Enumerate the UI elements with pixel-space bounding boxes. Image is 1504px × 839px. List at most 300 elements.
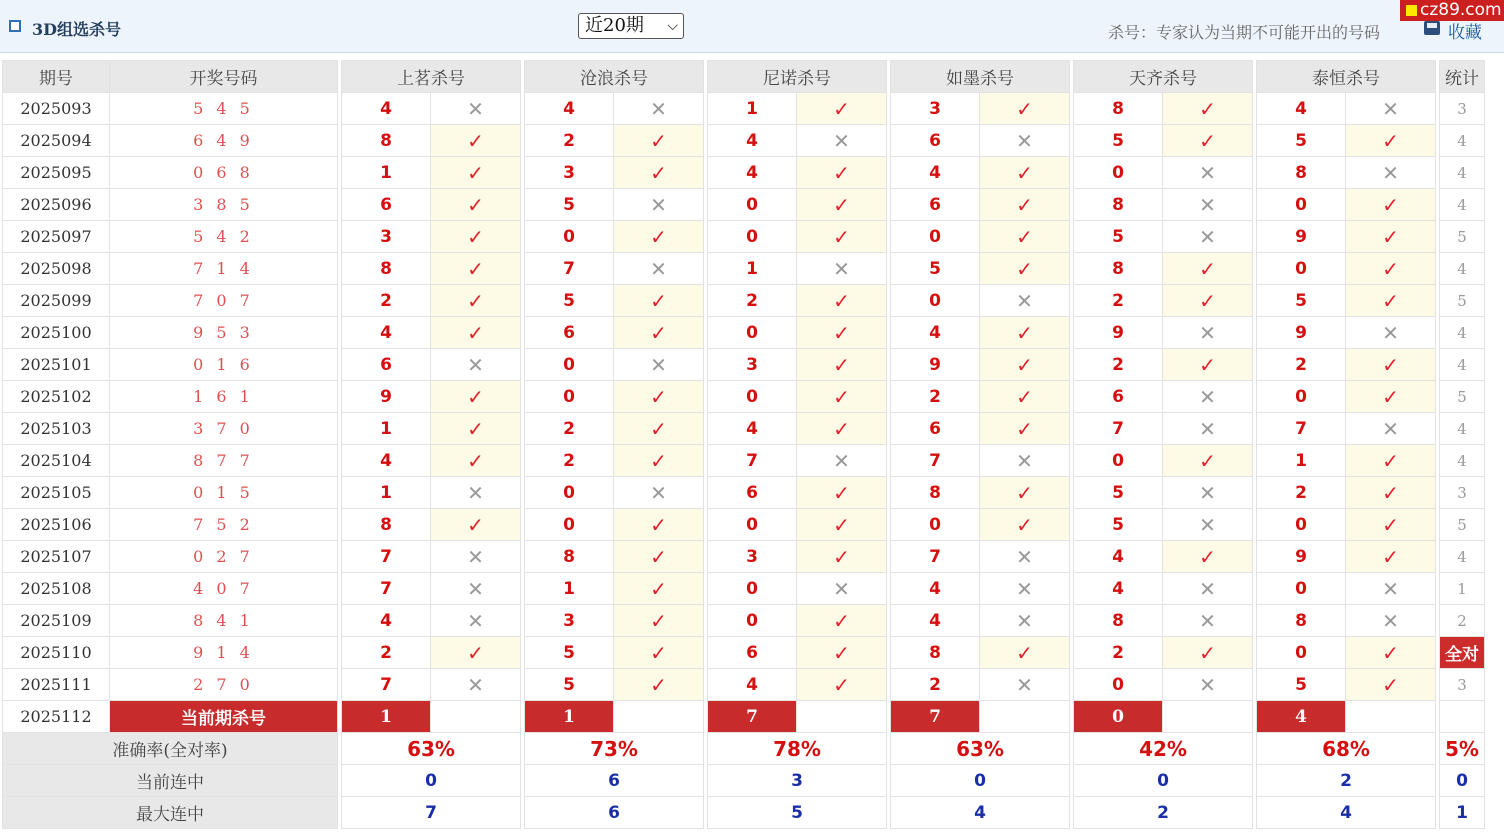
hit-count: 3: [1440, 477, 1485, 509]
chevron-down-icon: ⌵: [667, 18, 678, 34]
check-icon: ✓: [431, 509, 521, 541]
check-icon: ✓: [1346, 477, 1436, 509]
draw-numbers: 1 6 1: [110, 381, 338, 413]
check-icon: ✓: [431, 445, 521, 477]
current-issue: 2025112: [3, 701, 110, 733]
kill-number: 2: [1074, 349, 1163, 381]
kill-number: 5: [1257, 285, 1346, 317]
check-icon: ✓: [614, 285, 704, 317]
current-streak-value: 6: [525, 765, 704, 797]
draw-numbers: 0 1 6: [110, 349, 338, 381]
draw-numbers: 3 8 5: [110, 189, 338, 221]
kill-number: 5: [1074, 509, 1163, 541]
kill-number: 5: [1074, 477, 1163, 509]
cross-icon: ✕: [980, 541, 1070, 573]
check-icon: ✓: [797, 189, 887, 221]
check-icon: ✓: [614, 413, 704, 445]
hit-count: 3: [1440, 93, 1485, 125]
check-icon: ✓: [980, 477, 1070, 509]
col-expert-5: 天齐杀号: [1074, 61, 1253, 93]
kill-number: 2: [342, 637, 431, 669]
kill-number: 1: [342, 413, 431, 445]
cross-icon: ✕: [614, 349, 704, 381]
hit-count: 全对: [1440, 637, 1485, 669]
table-row: [3, 445, 1485, 477]
current-streak-value: 0: [1074, 765, 1253, 797]
cross-icon: ✕: [980, 605, 1070, 637]
check-icon: ✓: [980, 189, 1070, 221]
kill-number: 7: [342, 669, 431, 701]
check-icon: ✓: [431, 221, 521, 253]
check-icon: ✓: [980, 221, 1070, 253]
issue-cell: 2025104: [3, 445, 110, 477]
kill-number: 4: [891, 317, 980, 349]
check-icon: ✓: [980, 381, 1070, 413]
kill-number: 1: [525, 573, 614, 605]
kill-number: 1: [342, 477, 431, 509]
check-icon: ✓: [431, 189, 521, 221]
kill-number: 0: [708, 605, 797, 637]
cross-icon: ✕: [431, 93, 521, 125]
check-icon: ✓: [980, 317, 1070, 349]
check-icon: ✓: [797, 349, 887, 381]
check-icon: ✓: [431, 253, 521, 285]
kill-number: 0: [891, 221, 980, 253]
cross-icon: ✕: [431, 669, 521, 701]
cross-icon: ✕: [1163, 189, 1253, 221]
hit-count: 2: [1440, 605, 1485, 637]
issue-cell: 2025102: [3, 381, 110, 413]
kill-number: 0: [1257, 509, 1346, 541]
check-icon: ✓: [797, 93, 887, 125]
draw-numbers: 0 2 7: [110, 541, 338, 573]
check-icon: ✓: [980, 637, 1070, 669]
check-icon: ✓: [431, 413, 521, 445]
col-expert-2: 沧浪杀号: [525, 61, 704, 93]
table-footer: [3, 701, 1485, 829]
kill-number: 0: [708, 317, 797, 349]
kill-number: 0: [891, 285, 980, 317]
hit-count: 4: [1440, 253, 1485, 285]
kill-number: 0: [1257, 637, 1346, 669]
issue-cell: 2025105: [3, 477, 110, 509]
check-icon: ✓: [614, 541, 704, 573]
kill-number: 5: [1074, 221, 1163, 253]
table-row: [3, 381, 1485, 413]
kill-number: 0: [708, 221, 797, 253]
hit-count: 3: [1440, 669, 1485, 701]
cross-icon: ✕: [980, 573, 1070, 605]
brand-badge[interactable]: [1400, 0, 1504, 21]
check-icon: ✓: [614, 509, 704, 541]
kill-number: 0: [1257, 253, 1346, 285]
check-icon: ✓: [1163, 637, 1253, 669]
kill-number: 1: [708, 253, 797, 285]
hit-count: 4: [1440, 189, 1485, 221]
cross-icon: ✕: [431, 573, 521, 605]
issue-cell: 2025096: [3, 189, 110, 221]
accuracy-row: [3, 733, 1485, 765]
kill-number: 2: [342, 285, 431, 317]
kill-number: 2: [708, 285, 797, 317]
table-row: [3, 125, 1485, 157]
draw-numbers: 0 6 8: [110, 157, 338, 189]
current-kill: 7: [708, 701, 797, 733]
kill-number: 8: [1257, 157, 1346, 189]
table-row: [3, 477, 1485, 509]
kill-number: 0: [1074, 157, 1163, 189]
kill-number: 5: [1257, 125, 1346, 157]
current-streak-row: [3, 765, 1485, 797]
check-icon: ✓: [797, 669, 887, 701]
kill-number: 2: [1257, 477, 1346, 509]
cross-icon: ✕: [980, 125, 1070, 157]
kill-number: 4: [1074, 573, 1163, 605]
check-icon: ✓: [797, 509, 887, 541]
kill-number: 6: [708, 637, 797, 669]
draw-numbers: 8 4 1: [110, 605, 338, 637]
check-icon: ✓: [614, 445, 704, 477]
accuracy-all: 5%: [1440, 733, 1485, 765]
kill-number: 8: [1074, 253, 1163, 285]
max-streak-value: 5: [708, 797, 887, 829]
check-icon: ✓: [614, 573, 704, 605]
hit-count: 4: [1440, 445, 1485, 477]
issue-cell: 2025107: [3, 541, 110, 573]
accuracy-value: 42%: [1074, 733, 1253, 765]
kill-number: 8: [525, 541, 614, 573]
kill-number: 5: [525, 637, 614, 669]
kill-number: 5: [525, 669, 614, 701]
kill-number: 4: [342, 445, 431, 477]
kill-number: 9: [1257, 317, 1346, 349]
kill-number: 0: [1257, 381, 1346, 413]
kill-number: 1: [708, 93, 797, 125]
kill-number: 8: [891, 637, 980, 669]
max-streak-value: 4: [1257, 797, 1436, 829]
check-icon: ✓: [1163, 253, 1253, 285]
draw-numbers: 9 5 3: [110, 317, 338, 349]
kill-number: 6: [342, 189, 431, 221]
kill-number: 0: [708, 509, 797, 541]
check-icon: ✓: [431, 157, 521, 189]
hit-count: 4: [1440, 541, 1485, 573]
kill-number: 2: [1074, 637, 1163, 669]
hit-count: 4: [1440, 125, 1485, 157]
issue-cell: 2025106: [3, 509, 110, 541]
check-icon: ✓: [980, 349, 1070, 381]
cross-icon: ✕: [614, 253, 704, 285]
kill-number: 0: [1257, 573, 1346, 605]
table-body: [3, 93, 1485, 701]
check-icon: ✓: [1163, 349, 1253, 381]
kill-number: 7: [1074, 413, 1163, 445]
check-icon: ✓: [797, 605, 887, 637]
current-streak-value: 3: [708, 765, 887, 797]
issue-cell: 2025097: [3, 221, 110, 253]
issue-cell: 2025111: [3, 669, 110, 701]
check-icon: ✓: [431, 637, 521, 669]
accuracy-value: 68%: [1257, 733, 1436, 765]
accuracy-value: 63%: [342, 733, 521, 765]
check-icon: ✓: [614, 637, 704, 669]
kill-number: 7: [342, 541, 431, 573]
check-icon: ✓: [1346, 669, 1436, 701]
cross-icon: ✕: [1163, 381, 1253, 413]
table-row: [3, 509, 1485, 541]
favorite-link[interactable]: 收藏: [1448, 23, 1482, 43]
kill-number: 8: [891, 477, 980, 509]
current-streak-value: 0: [891, 765, 1070, 797]
draw-numbers: 8 7 7: [110, 445, 338, 477]
kill-number: 4: [891, 157, 980, 189]
cross-icon: ✕: [1163, 669, 1253, 701]
period-select-value: 近20期: [585, 15, 644, 36]
issue-cell: 2025093: [3, 93, 110, 125]
kill-number: 4: [708, 125, 797, 157]
table-row: [3, 157, 1485, 189]
kill-number: 6: [891, 413, 980, 445]
kill-number: 8: [342, 509, 431, 541]
kill-number: 9: [1074, 317, 1163, 349]
current-kill: 7: [891, 701, 980, 733]
period-select[interactable]: [578, 13, 684, 39]
kill-number: 2: [525, 445, 614, 477]
hit-count: 4: [1440, 349, 1485, 381]
kill-number: 8: [342, 253, 431, 285]
cross-icon: ✕: [1163, 221, 1253, 253]
check-icon: ✓: [1346, 637, 1436, 669]
table-row: [3, 189, 1485, 221]
check-icon: ✓: [431, 125, 521, 157]
kill-number: 9: [891, 349, 980, 381]
check-icon: ✓: [797, 285, 887, 317]
check-icon: ✓: [1346, 285, 1436, 317]
table-row: [3, 349, 1485, 381]
cross-icon: ✕: [1163, 413, 1253, 445]
draw-numbers: 6 4 9: [110, 125, 338, 157]
issue-cell: 2025110: [3, 637, 110, 669]
cross-icon: ✕: [1163, 509, 1253, 541]
current-label: 当前期杀号: [110, 701, 338, 733]
check-icon: ✓: [980, 509, 1070, 541]
kill-number: 0: [708, 573, 797, 605]
cross-icon: ✕: [1346, 573, 1436, 605]
kill-number-table: [2, 60, 1485, 829]
col-issue: 期号: [3, 61, 110, 93]
check-icon: ✓: [1346, 381, 1436, 413]
cross-icon: ✕: [797, 573, 887, 605]
table-header: [3, 61, 1485, 93]
check-icon: ✓: [980, 93, 1070, 125]
kill-number: 9: [1257, 221, 1346, 253]
kill-number: 4: [342, 317, 431, 349]
kill-number: 2: [1074, 285, 1163, 317]
check-icon: ✓: [1346, 189, 1436, 221]
kill-number: 2: [891, 669, 980, 701]
cross-icon: ✕: [431, 477, 521, 509]
current-streak-value: 2: [1257, 765, 1436, 797]
kill-number: 0: [1074, 669, 1163, 701]
brand-text: cz89.com: [1420, 0, 1502, 20]
kill-number: 8: [1074, 93, 1163, 125]
cross-icon: ✕: [1346, 93, 1436, 125]
current-streak-value: 0: [342, 765, 521, 797]
check-icon: ✓: [1346, 509, 1436, 541]
draw-numbers: 3 7 0: [110, 413, 338, 445]
kill-number: 0: [708, 381, 797, 413]
kill-number: 9: [342, 381, 431, 413]
issue-cell: 2025098: [3, 253, 110, 285]
kill-number: 1: [342, 157, 431, 189]
check-icon: ✓: [980, 413, 1070, 445]
table-row: [3, 413, 1485, 445]
check-icon: ✓: [1346, 125, 1436, 157]
kill-number: 0: [525, 349, 614, 381]
cross-icon: ✕: [980, 445, 1070, 477]
check-icon: ✓: [1346, 221, 1436, 253]
brand-square-icon: [1406, 5, 1417, 16]
max-streak-value: 6: [525, 797, 704, 829]
kill-number: 4: [1257, 93, 1346, 125]
col-expert-3: 尼诺杀号: [708, 61, 887, 93]
cross-icon: ✕: [614, 477, 704, 509]
cross-icon: ✕: [1163, 317, 1253, 349]
col-expert-6: 泰恒杀号: [1257, 61, 1436, 93]
table-row: [3, 573, 1485, 605]
kill-number: 4: [1074, 541, 1163, 573]
kill-number: 0: [525, 509, 614, 541]
kill-number: 6: [525, 317, 614, 349]
table-row: [3, 605, 1485, 637]
table-row: [3, 93, 1485, 125]
kill-number: 4: [708, 669, 797, 701]
kill-number: 3: [891, 93, 980, 125]
check-icon: ✓: [1346, 541, 1436, 573]
kill-number: 7: [891, 541, 980, 573]
max-streak-value: 2: [1074, 797, 1253, 829]
max-streak-row: [3, 797, 1485, 829]
check-icon: ✓: [614, 125, 704, 157]
hit-count: 4: [1440, 317, 1485, 349]
kill-number: 4: [342, 93, 431, 125]
kill-number: 7: [891, 445, 980, 477]
col-expert-1: 上茗杀号: [342, 61, 521, 93]
table-row: [3, 253, 1485, 285]
kill-number: 2: [891, 381, 980, 413]
cross-icon: ✕: [797, 125, 887, 157]
kill-number: 0: [1074, 445, 1163, 477]
max-streak-label: 最大连中: [3, 797, 338, 829]
cross-icon: ✕: [614, 189, 704, 221]
kill-number: 3: [525, 157, 614, 189]
cross-icon: ✕: [1346, 317, 1436, 349]
issue-cell: 2025095: [3, 157, 110, 189]
table-row: [3, 317, 1485, 349]
kill-number: 9: [1257, 541, 1346, 573]
kill-number: 0: [1257, 189, 1346, 221]
cross-icon: ✕: [980, 669, 1070, 701]
col-stat: 统计: [1440, 61, 1485, 93]
check-icon: ✓: [431, 285, 521, 317]
hit-count: 5: [1440, 381, 1485, 413]
hit-count: 4: [1440, 413, 1485, 445]
issue-cell: 2025101: [3, 349, 110, 381]
kill-number: 0: [708, 189, 797, 221]
cross-icon: ✕: [1163, 477, 1253, 509]
max-streak-all: 1: [1440, 797, 1485, 829]
check-icon: ✓: [614, 221, 704, 253]
kill-number: 6: [1074, 381, 1163, 413]
draw-numbers: 4 0 7: [110, 573, 338, 605]
check-icon: ✓: [614, 669, 704, 701]
check-icon: ✓: [614, 317, 704, 349]
max-streak-value: 4: [891, 797, 1070, 829]
hit-count: 1: [1440, 573, 1485, 605]
check-icon: ✓: [1163, 93, 1253, 125]
current-kill: 0: [1074, 701, 1163, 733]
check-icon: ✓: [797, 477, 887, 509]
cross-icon: ✕: [1346, 157, 1436, 189]
kill-number: 7: [342, 573, 431, 605]
accuracy-value: 73%: [525, 733, 704, 765]
draw-numbers: 5 4 2: [110, 221, 338, 253]
table-row: [3, 221, 1485, 253]
kill-number: 6: [708, 477, 797, 509]
check-icon: ✓: [797, 381, 887, 413]
check-icon: ✓: [614, 381, 704, 413]
accuracy-label: 准确率(全对率): [3, 733, 338, 765]
col-draw: 开奖号码: [110, 61, 338, 93]
hit-count: 5: [1440, 221, 1485, 253]
col-expert-4: 如墨杀号: [891, 61, 1070, 93]
check-icon: ✓: [1163, 285, 1253, 317]
hit-count: 4: [1440, 157, 1485, 189]
kill-number: 8: [1257, 605, 1346, 637]
check-icon: ✓: [797, 317, 887, 349]
hit-count: 5: [1440, 285, 1485, 317]
kill-number: 1: [1257, 445, 1346, 477]
check-icon: ✓: [1346, 253, 1436, 285]
draw-numbers: 7 1 4: [110, 253, 338, 285]
issue-cell: 2025103: [3, 413, 110, 445]
issue-cell: 2025094: [3, 125, 110, 157]
cross-icon: ✕: [1163, 157, 1253, 189]
kill-number: 2: [525, 125, 614, 157]
check-icon: ✓: [797, 637, 887, 669]
current-streak-label: 当前连中: [3, 765, 338, 797]
cross-icon: ✕: [797, 445, 887, 477]
kill-number: 3: [708, 541, 797, 573]
cross-icon: ✕: [431, 541, 521, 573]
table-row: [3, 541, 1485, 573]
draw-numbers: 7 5 2: [110, 509, 338, 541]
kill-hint: 杀号：专家认为当期不可能开出的号码: [1108, 23, 1381, 42]
issue-cell: 2025099: [3, 285, 110, 317]
save-icon[interactable]: [1424, 21, 1440, 35]
current-kill: 4: [1257, 701, 1346, 733]
kill-number: 8: [342, 125, 431, 157]
check-icon: ✓: [980, 253, 1070, 285]
cross-icon: ✕: [1346, 413, 1436, 445]
hit-count: 5: [1440, 509, 1485, 541]
kill-number: 4: [891, 605, 980, 637]
check-icon: ✓: [1163, 125, 1253, 157]
kill-number: 6: [891, 189, 980, 221]
checkbox-icon: [9, 20, 21, 32]
current-streak-all: 0: [1440, 765, 1485, 797]
header-bar: [0, 0, 1504, 53]
